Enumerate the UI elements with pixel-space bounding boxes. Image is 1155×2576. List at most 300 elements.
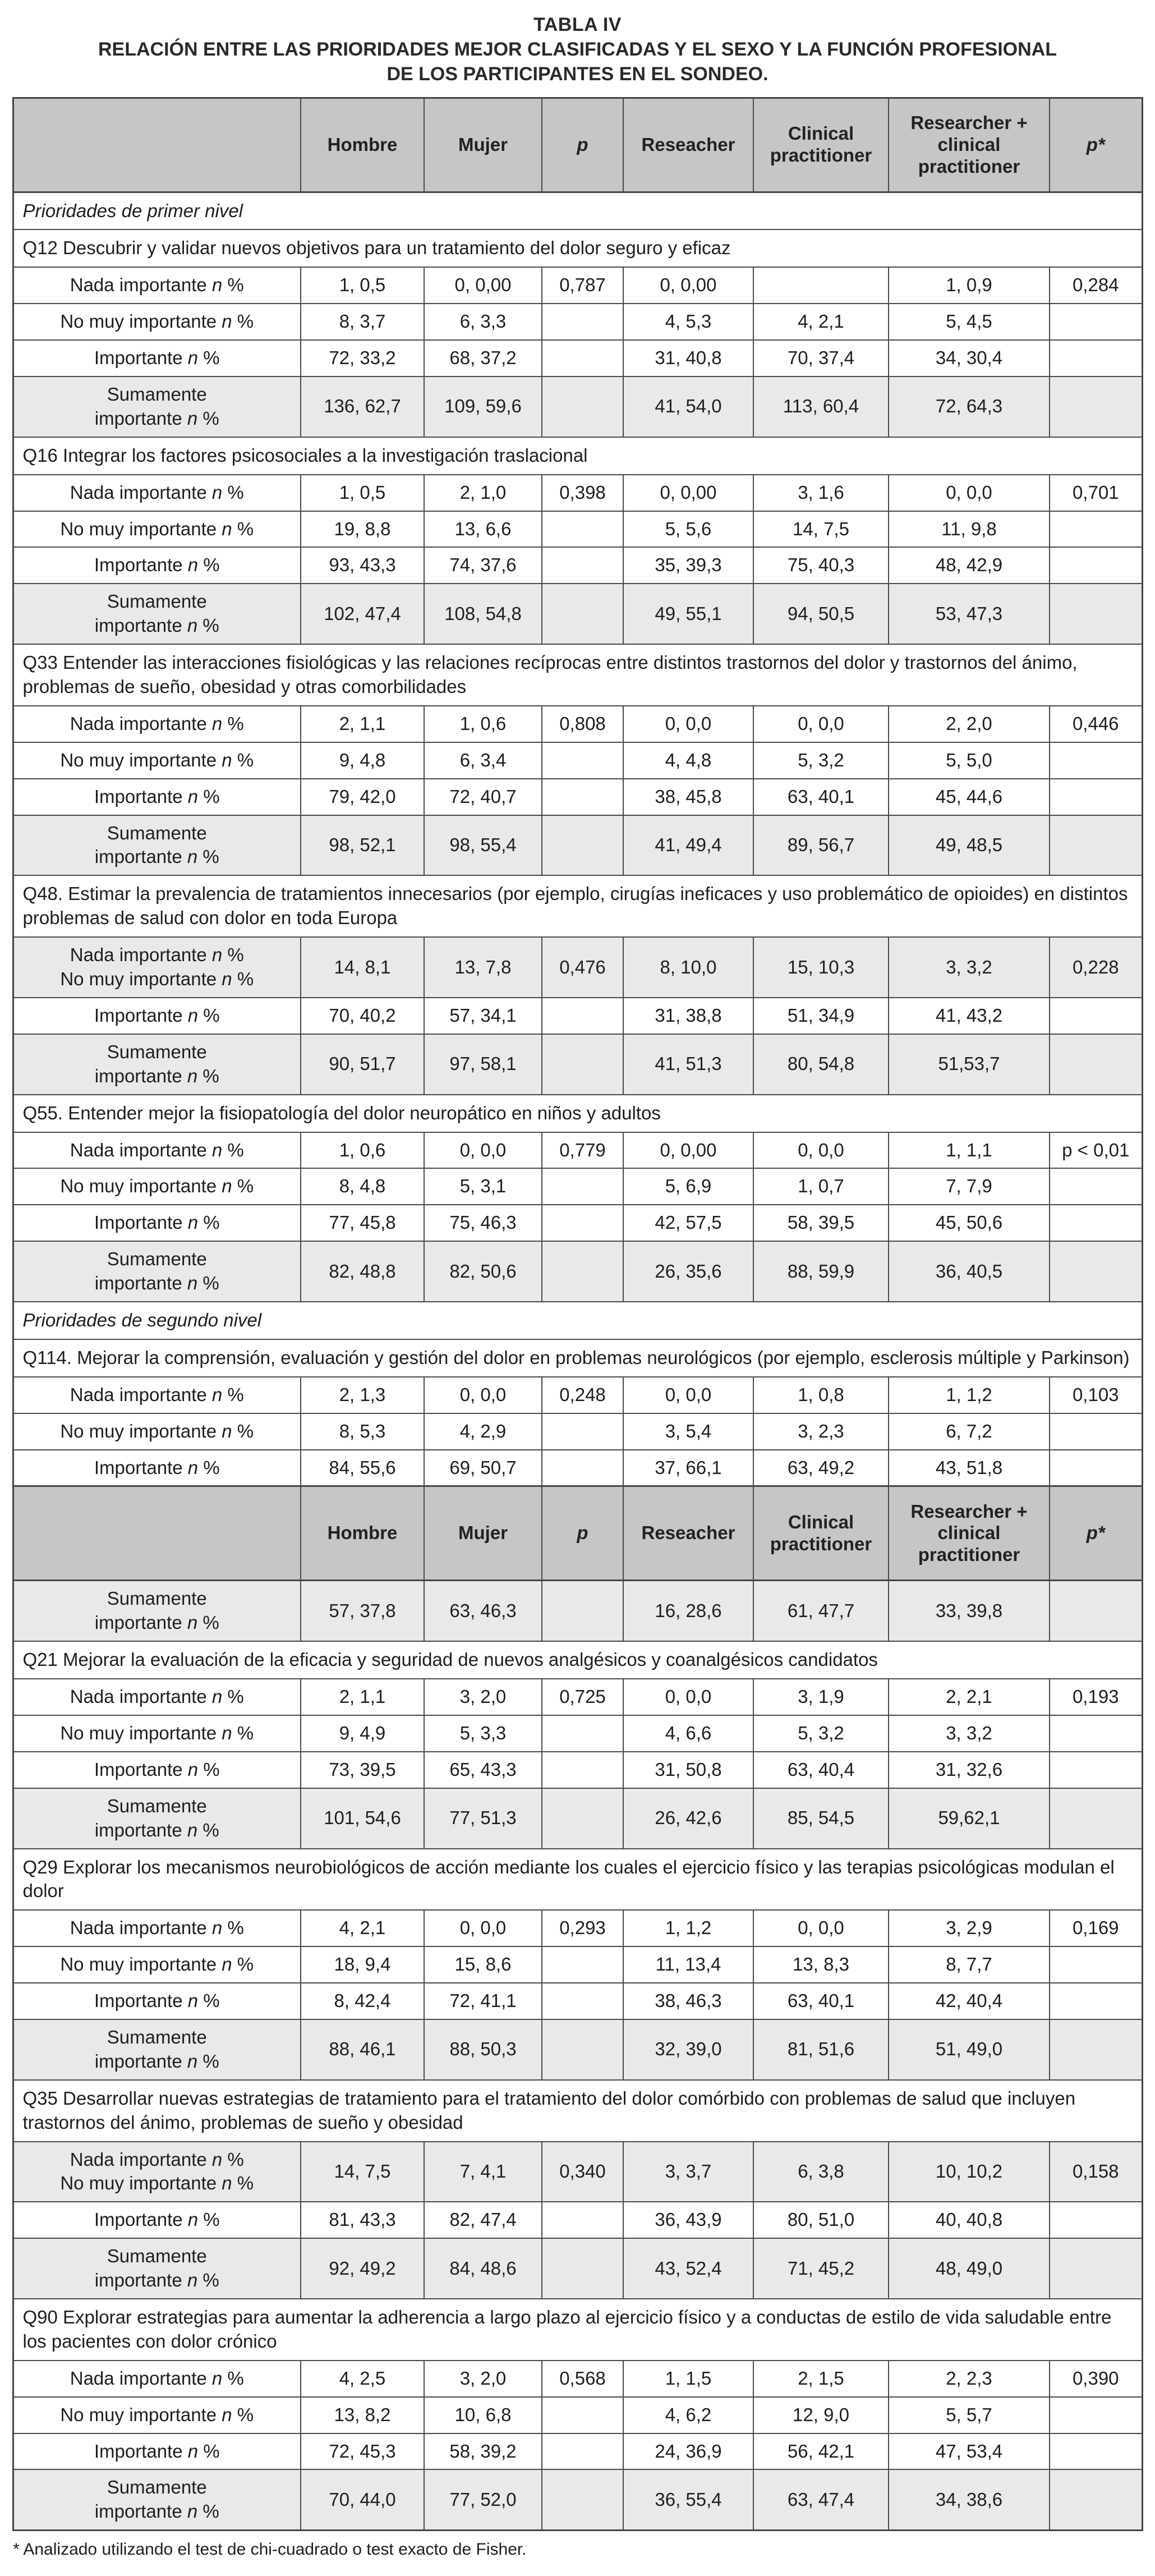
data-cell: 31, 40,8 (623, 340, 753, 376)
data-cell: 98, 55,4 (424, 815, 542, 876)
data-cell (1050, 1581, 1142, 1641)
data-cell: 3, 2,9 (889, 1910, 1050, 1946)
data-cell: 93, 43,3 (301, 547, 424, 584)
data-cell: 8, 10,0 (623, 937, 753, 998)
data-row (13, 376, 1142, 437)
data-cell: 109, 59,6 (424, 376, 542, 437)
data-cell: 1, 0,6 (301, 1132, 424, 1169)
data-cell: 0, 0,00 (623, 1132, 753, 1169)
data-cell: 65, 43,3 (424, 1752, 542, 1788)
data-cell (542, 815, 623, 876)
data-cell: 4, 2,5 (301, 2361, 424, 2397)
data-cell: 43, 52,4 (623, 2238, 753, 2299)
data-cell (542, 1413, 623, 1450)
data-cell (1050, 2238, 1142, 2299)
data-cell (542, 2202, 623, 2238)
data-cell: 4, 2,9 (424, 1413, 542, 1450)
data-cell: 63, 47,4 (753, 2469, 889, 2530)
data-cell (542, 2238, 623, 2299)
data-cell (1050, 2397, 1142, 2433)
row-label: No muy importante n % (13, 742, 301, 779)
data-cell: 0, 0,00 (623, 475, 753, 511)
data-row (13, 304, 1142, 340)
question-label: Q12 Descubrir y validar nuevos objetivos para un tratamiento del dolor seguro y eficaz (13, 229, 1142, 267)
data-cell: 3, 2,3 (753, 1413, 889, 1450)
data-cell: 0, 0,0 (424, 1132, 542, 1169)
data-row (13, 1241, 1142, 1302)
data-cell: 10, 10,2 (889, 2142, 1050, 2202)
column-header-reseacher: Reseacher (623, 98, 753, 192)
data-cell (1050, 1946, 1142, 1983)
data-row (13, 584, 1142, 644)
data-cell: 4, 4,8 (623, 742, 753, 779)
data-cell: 77, 45,8 (301, 1205, 424, 1241)
question-row (13, 1339, 1142, 1377)
question-label: Q29 Explorar los mecanismos neurobiológicos de acción mediante los cuales el ejercicio físico y las terapias psicológicas modulan el dolor (13, 1849, 1142, 1911)
data-cell: 5, 3,2 (753, 742, 889, 779)
question-label: Q35 Desarrollar nuevas estrategias de tratamiento para el tratamiento del dolor comórbido con problemas de salud que incluyen trastornos del ánimo, problemas de sueño y obesidad (13, 2080, 1142, 2142)
data-row (13, 1715, 1142, 1752)
table-subtitle-line-2: DE LOS PARTICIPANTES EN EL SONDEO. (386, 63, 769, 85)
data-cell: 81, 43,3 (301, 2202, 424, 2238)
column-header-researcher-clinical-practitioner: Researcher + clinical practitioner (889, 98, 1050, 192)
question-label: Q114. Mejorar la comprensión, evaluación y gestión del dolor en problemas neurológicos (por ejemplo, esclerosis múltiple y Parkinson) (13, 1339, 1142, 1377)
data-cell: 0,398 (542, 475, 623, 511)
table-footnote: * Analizado utilizando el test de chi-cuadrado o test exacto de Fisher. (13, 2540, 527, 2559)
data-cell: 7, 4,1 (424, 2142, 542, 2202)
data-cell: 13, 7,8 (424, 937, 542, 998)
data-cell (542, 1205, 623, 1241)
data-cell: 102, 47,4 (301, 584, 424, 644)
data-cell: 56, 42,1 (753, 2433, 889, 2470)
data-row (13, 998, 1142, 1034)
question-row (13, 1095, 1142, 1132)
data-cell: 3, 1,9 (753, 1679, 889, 1715)
data-cell (542, 1788, 623, 1849)
row-label: Nada importante n % (13, 1377, 301, 1413)
data-cell: 72, 64,3 (889, 376, 1050, 437)
data-cell: 3, 3,2 (889, 937, 1050, 998)
data-cell (1050, 2202, 1142, 2238)
data-cell: 63, 46,3 (424, 1581, 542, 1641)
data-cell: 15, 8,6 (424, 1946, 542, 1983)
data-cell: 19, 8,8 (301, 511, 424, 548)
data-cell: 0,476 (542, 937, 623, 998)
data-cell: 0, 0,0 (623, 1679, 753, 1715)
data-cell: 63, 40,4 (753, 1752, 889, 1788)
data-cell: 2, 2,1 (889, 1679, 1050, 1715)
data-row (13, 2397, 1142, 2433)
data-cell: 81, 51,6 (753, 2019, 889, 2080)
data-row (13, 475, 1142, 511)
data-cell (542, 304, 623, 340)
data-cell: 42, 57,5 (623, 1205, 753, 1241)
data-cell: 34, 30,4 (889, 340, 1050, 376)
section-label: Prioridades de primer nivel (13, 192, 1142, 229)
data-cell: 11, 9,8 (889, 511, 1050, 548)
section-row (13, 1302, 1142, 1339)
question-row (13, 437, 1142, 475)
data-cell: 49, 55,1 (623, 584, 753, 644)
data-cell: 0,193 (1050, 1679, 1142, 1715)
data-cell: 1, 1,2 (889, 1377, 1050, 1413)
data-row (13, 1132, 1142, 1169)
data-cell: 3, 3,2 (889, 1715, 1050, 1752)
data-cell: 32, 39,0 (623, 2019, 753, 2080)
data-cell: 108, 54,8 (424, 584, 542, 644)
data-row (13, 547, 1142, 584)
data-row (13, 706, 1142, 742)
data-cell: 24, 36,9 (623, 2433, 753, 2470)
data-cell: 0, 0,00 (424, 267, 542, 304)
data-cell: 0, 0,0 (623, 1377, 753, 1413)
question-row (13, 1849, 1142, 1911)
data-cell: 40, 40,8 (889, 2202, 1050, 2238)
data-row (13, 1679, 1142, 1715)
row-label: Importante n % (13, 779, 301, 815)
row-label: Nada importante n % (13, 475, 301, 511)
data-cell: 9, 4,9 (301, 1715, 424, 1752)
column-header-p: p (542, 1486, 623, 1581)
data-cell: 72, 33,2 (301, 340, 424, 376)
row-label: No muy importante n % (13, 2397, 301, 2433)
data-cell: 2, 1,1 (301, 1679, 424, 1715)
column-header-clinical-practitioner: Clinical practitioner (753, 98, 889, 192)
row-label: No muy importante n % (13, 1946, 301, 1983)
data-cell: 77, 51,3 (424, 1788, 542, 1849)
column-header-p: p (542, 98, 623, 192)
data-cell: 45, 44,6 (889, 779, 1050, 815)
section-row (13, 192, 1142, 229)
data-cell: 88, 59,9 (753, 1241, 889, 1302)
data-cell: 12, 9,0 (753, 2397, 889, 2433)
data-cell: 5, 3,1 (424, 1168, 542, 1205)
data-cell: 0,228 (1050, 937, 1142, 998)
data-row (13, 1788, 1142, 1849)
row-label: No muy importante n % (13, 511, 301, 548)
column-header-hombre: Hombre (301, 1486, 424, 1581)
question-label: Q55. Entender mejor la fisiopatología del dolor neuropático en niños y adultos (13, 1095, 1142, 1132)
data-cell (542, 2397, 623, 2433)
data-cell: 0,340 (542, 2142, 623, 2202)
data-cell: 51,53,7 (889, 1034, 1050, 1095)
data-row (13, 2361, 1142, 2397)
data-cell: 48, 49,0 (889, 2238, 1050, 2299)
data-cell: 5, 5,7 (889, 2397, 1050, 2433)
data-cell: 8, 42,4 (301, 1983, 424, 2019)
data-cell (1050, 1788, 1142, 1849)
data-cell: 72, 40,7 (424, 779, 542, 815)
data-cell: 36, 40,5 (889, 1241, 1050, 1302)
data-cell (542, 779, 623, 815)
data-cell: 13, 8,3 (753, 1946, 889, 1983)
data-cell (1050, 376, 1142, 437)
data-cell: 0, 0,0 (753, 1910, 889, 1946)
data-cell (1050, 1205, 1142, 1241)
data-cell: 33, 39,8 (889, 1581, 1050, 1641)
data-cell: 82, 50,6 (424, 1241, 542, 1302)
data-row (13, 2142, 1142, 2202)
data-cell: 0, 0,00 (623, 267, 753, 304)
data-cell: 0, 0,0 (424, 1377, 542, 1413)
data-cell: 57, 37,8 (301, 1581, 424, 1641)
data-cell: 84, 48,6 (424, 2238, 542, 2299)
data-cell: 90, 51,7 (301, 1034, 424, 1095)
data-cell: 113, 60,4 (753, 376, 889, 437)
data-cell: 41, 49,4 (623, 815, 753, 876)
data-cell: 41, 54,0 (623, 376, 753, 437)
data-cell: 4, 5,3 (623, 304, 753, 340)
row-label: Nada importante n % (13, 1679, 301, 1715)
data-cell (542, 1241, 623, 1302)
question-label: Q16 Integrar los factores psicosociales a la investigación traslacional (13, 437, 1142, 475)
data-cell: 0, 0,0 (753, 706, 889, 742)
data-row (13, 1377, 1142, 1413)
data-cell: 5, 4,5 (889, 304, 1050, 340)
data-row (13, 1034, 1142, 1095)
data-cell: 77, 52,0 (424, 2469, 542, 2530)
data-cell: 7, 7,9 (889, 1168, 1050, 1205)
data-cell: 2, 2,3 (889, 2361, 1050, 2397)
row-label: Importante n % (13, 1205, 301, 1241)
data-cell: 1, 0,6 (424, 706, 542, 742)
row-label: Importante n % (13, 2433, 301, 2470)
row-label: No muy importante n % (13, 1168, 301, 1205)
data-cell: 43, 51,8 (889, 1450, 1050, 1486)
data-cell: 38, 45,8 (623, 779, 753, 815)
data-row (13, 937, 1142, 998)
question-row (13, 2080, 1142, 2142)
data-cell: 3, 2,0 (424, 1679, 542, 1715)
data-cell (542, 547, 623, 584)
data-cell: 0,701 (1050, 475, 1142, 511)
data-cell (542, 584, 623, 644)
data-cell: 74, 37,6 (424, 547, 542, 584)
data-cell (1050, 1450, 1142, 1486)
data-cell (542, 998, 623, 1034)
data-cell (542, 1034, 623, 1095)
data-cell: 88, 46,1 (301, 2019, 424, 2080)
data-cell (542, 2019, 623, 2080)
data-cell: 5, 5,0 (889, 742, 1050, 779)
data-cell: 4, 6,2 (623, 2397, 753, 2433)
data-cell: 94, 50,5 (753, 584, 889, 644)
column-header-empty (13, 1486, 301, 1581)
data-cell (753, 267, 889, 304)
data-cell: 26, 42,6 (623, 1788, 753, 1849)
priorities-table (12, 97, 1143, 2532)
row-label: Sumamente importante n % (13, 815, 301, 876)
data-cell: 41, 51,3 (623, 1034, 753, 1095)
data-cell: 26, 35,6 (623, 1241, 753, 1302)
data-cell (1050, 511, 1142, 548)
data-row (13, 267, 1142, 304)
data-cell (1050, 547, 1142, 584)
data-cell: 47, 53,4 (889, 2433, 1050, 2470)
data-cell: 4, 6,6 (623, 1715, 753, 1752)
row-label: Importante n % (13, 1983, 301, 2019)
data-cell: 37, 66,1 (623, 1450, 753, 1486)
data-cell: 58, 39,2 (424, 2433, 542, 2470)
data-cell (1050, 1241, 1142, 1302)
row-label: No muy importante n % (13, 1413, 301, 1450)
data-cell: 2, 1,3 (301, 1377, 424, 1413)
data-cell: 63, 40,1 (753, 1983, 889, 2019)
data-cell: 80, 51,0 (753, 2202, 889, 2238)
data-cell: 51, 34,9 (753, 998, 889, 1034)
data-cell (542, 1581, 623, 1641)
row-label: Nada importante n % No muy importante n % (13, 937, 301, 998)
data-cell: 3, 3,7 (623, 2142, 753, 2202)
row-label: No muy importante n % (13, 1715, 301, 1752)
data-cell: 79, 42,0 (301, 779, 424, 815)
data-row (13, 2433, 1142, 2470)
data-cell: 75, 46,3 (424, 1205, 542, 1241)
data-cell: 36, 55,4 (623, 2469, 753, 2530)
data-cell: 2, 2,0 (889, 706, 1050, 742)
table-title: TABLA IV (533, 14, 622, 35)
data-cell (542, 1946, 623, 1983)
data-cell: 8, 5,3 (301, 1413, 424, 1450)
data-cell: 85, 54,5 (753, 1788, 889, 1849)
data-cell: 48, 42,9 (889, 547, 1050, 584)
data-cell: 80, 54,8 (753, 1034, 889, 1095)
data-cell: 5, 3,3 (424, 1715, 542, 1752)
data-cell: 0,390 (1050, 2361, 1142, 2397)
data-cell: 6, 7,2 (889, 1413, 1050, 1450)
data-cell: 57, 34,1 (424, 998, 542, 1034)
question-label: Q48. Estimar la prevalencia de tratamientos innecesarios (por ejemplo, cirugías ineficaces y uso problemático de opioides) en distintos problemas de salud con dolor en toda Europa (13, 875, 1142, 937)
table-subtitle-line-1: RELACIÓN ENTRE LAS PRIORIDADES MEJOR CLASIFICADAS Y EL SEXO Y LA FUNCIÓN PROFESIONAL (98, 39, 1057, 61)
column-header-p: p* (1050, 1486, 1142, 1581)
column-header-researcher-clinical-practitioner: Researcher + clinical practitioner (889, 1486, 1050, 1581)
row-label: Importante n % (13, 2202, 301, 2238)
data-cell (1050, 2019, 1142, 2080)
data-cell: 0,725 (542, 1679, 623, 1715)
data-cell: 1, 1,5 (623, 2361, 753, 2397)
data-cell (1050, 2469, 1142, 2530)
data-cell: 14, 7,5 (753, 511, 889, 548)
column-header-clinical-practitioner: Clinical practitioner (753, 1486, 889, 1581)
data-cell: 41, 43,2 (889, 998, 1050, 1034)
row-label: Sumamente importante n % (13, 1034, 301, 1095)
data-cell: 63, 40,1 (753, 779, 889, 815)
data-cell: 1, 0,5 (301, 267, 424, 304)
data-row (13, 511, 1142, 548)
column-header-row (13, 1486, 1142, 1581)
column-header-empty (13, 98, 301, 192)
question-label: Q21 Mejorar la evaluación de la eficacia y seguridad de nuevos analgésicos y coanalgésicos candidatos (13, 1641, 1142, 1679)
data-cell: 68, 37,2 (424, 340, 542, 376)
data-cell: 2, 1,0 (424, 475, 542, 511)
data-cell: 70, 37,4 (753, 340, 889, 376)
data-cell: 42, 40,4 (889, 1983, 1050, 2019)
data-cell (1050, 1034, 1142, 1095)
question-row (13, 1641, 1142, 1679)
data-cell: 92, 49,2 (301, 2238, 424, 2299)
data-cell: 0,446 (1050, 706, 1142, 742)
data-cell: 0,779 (542, 1132, 623, 1169)
data-cell (1050, 779, 1142, 815)
data-row (13, 1413, 1142, 1450)
data-cell (1050, 1752, 1142, 1788)
data-row (13, 1946, 1142, 1983)
data-row (13, 1450, 1142, 1486)
data-cell: 16, 28,6 (623, 1581, 753, 1641)
data-cell: 82, 48,8 (301, 1241, 424, 1302)
data-cell: 75, 40,3 (753, 547, 889, 584)
data-cell: 10, 6,8 (424, 2397, 542, 2433)
data-cell: 4, 2,1 (301, 1910, 424, 1946)
row-label: Importante n % (13, 998, 301, 1034)
data-cell (542, 376, 623, 437)
data-cell: 31, 50,8 (623, 1752, 753, 1788)
data-cell (1050, 304, 1142, 340)
data-cell (1050, 742, 1142, 779)
data-row (13, 2202, 1142, 2238)
row-label: Sumamente importante n % (13, 2238, 301, 2299)
data-cell: 0, 0,0 (753, 1132, 889, 1169)
data-cell: 88, 50,3 (424, 2019, 542, 2080)
row-label: Nada importante n % (13, 1132, 301, 1169)
data-row (13, 1910, 1142, 1946)
data-cell (1050, 584, 1142, 644)
data-cell (1050, 2433, 1142, 2470)
data-cell (542, 2469, 623, 2530)
data-cell: 1, 0,8 (753, 1377, 889, 1413)
data-cell: 70, 44,0 (301, 2469, 424, 2530)
data-cell: 89, 56,7 (753, 815, 889, 876)
data-row (13, 340, 1142, 376)
data-row (13, 2469, 1142, 2530)
data-cell: 72, 41,1 (424, 1983, 542, 2019)
table-body (13, 98, 1142, 2531)
data-cell: 1, 0,7 (753, 1168, 889, 1205)
data-cell: 14, 7,5 (301, 2142, 424, 2202)
data-cell: 5, 6,9 (623, 1168, 753, 1205)
data-cell: 1, 0,5 (301, 475, 424, 511)
data-cell: 8, 7,7 (889, 1946, 1050, 1983)
data-cell: 14, 8,1 (301, 937, 424, 998)
data-cell: 6, 3,4 (424, 742, 542, 779)
question-row (13, 644, 1142, 706)
data-row (13, 742, 1142, 779)
data-cell: 9, 4,8 (301, 742, 424, 779)
data-cell: 36, 43,9 (623, 2202, 753, 2238)
data-cell: 84, 55,6 (301, 1450, 424, 1486)
data-cell: 58, 39,5 (753, 1205, 889, 1241)
data-cell (1050, 1413, 1142, 1450)
data-cell (542, 1752, 623, 1788)
data-cell: 34, 38,6 (889, 2469, 1050, 2530)
data-cell (1050, 1715, 1142, 1752)
data-cell: 31, 32,6 (889, 1752, 1050, 1788)
row-label: Sumamente importante n % (13, 584, 301, 644)
data-cell: 70, 40,2 (301, 998, 424, 1034)
data-cell: 5, 3,2 (753, 1715, 889, 1752)
data-cell: 0, 0,0 (623, 706, 753, 742)
data-cell: 3, 5,4 (623, 1413, 753, 1450)
data-cell: 101, 54,6 (301, 1788, 424, 1849)
row-label: Importante n % (13, 1752, 301, 1788)
data-cell: 1, 1,1 (889, 1132, 1050, 1169)
column-header-mujer: Mujer (424, 98, 542, 192)
question-row (13, 875, 1142, 937)
data-cell: 8, 3,7 (301, 304, 424, 340)
data-cell: 0,103 (1050, 1377, 1142, 1413)
data-cell: 136, 62,7 (301, 376, 424, 437)
data-row (13, 1205, 1142, 1241)
